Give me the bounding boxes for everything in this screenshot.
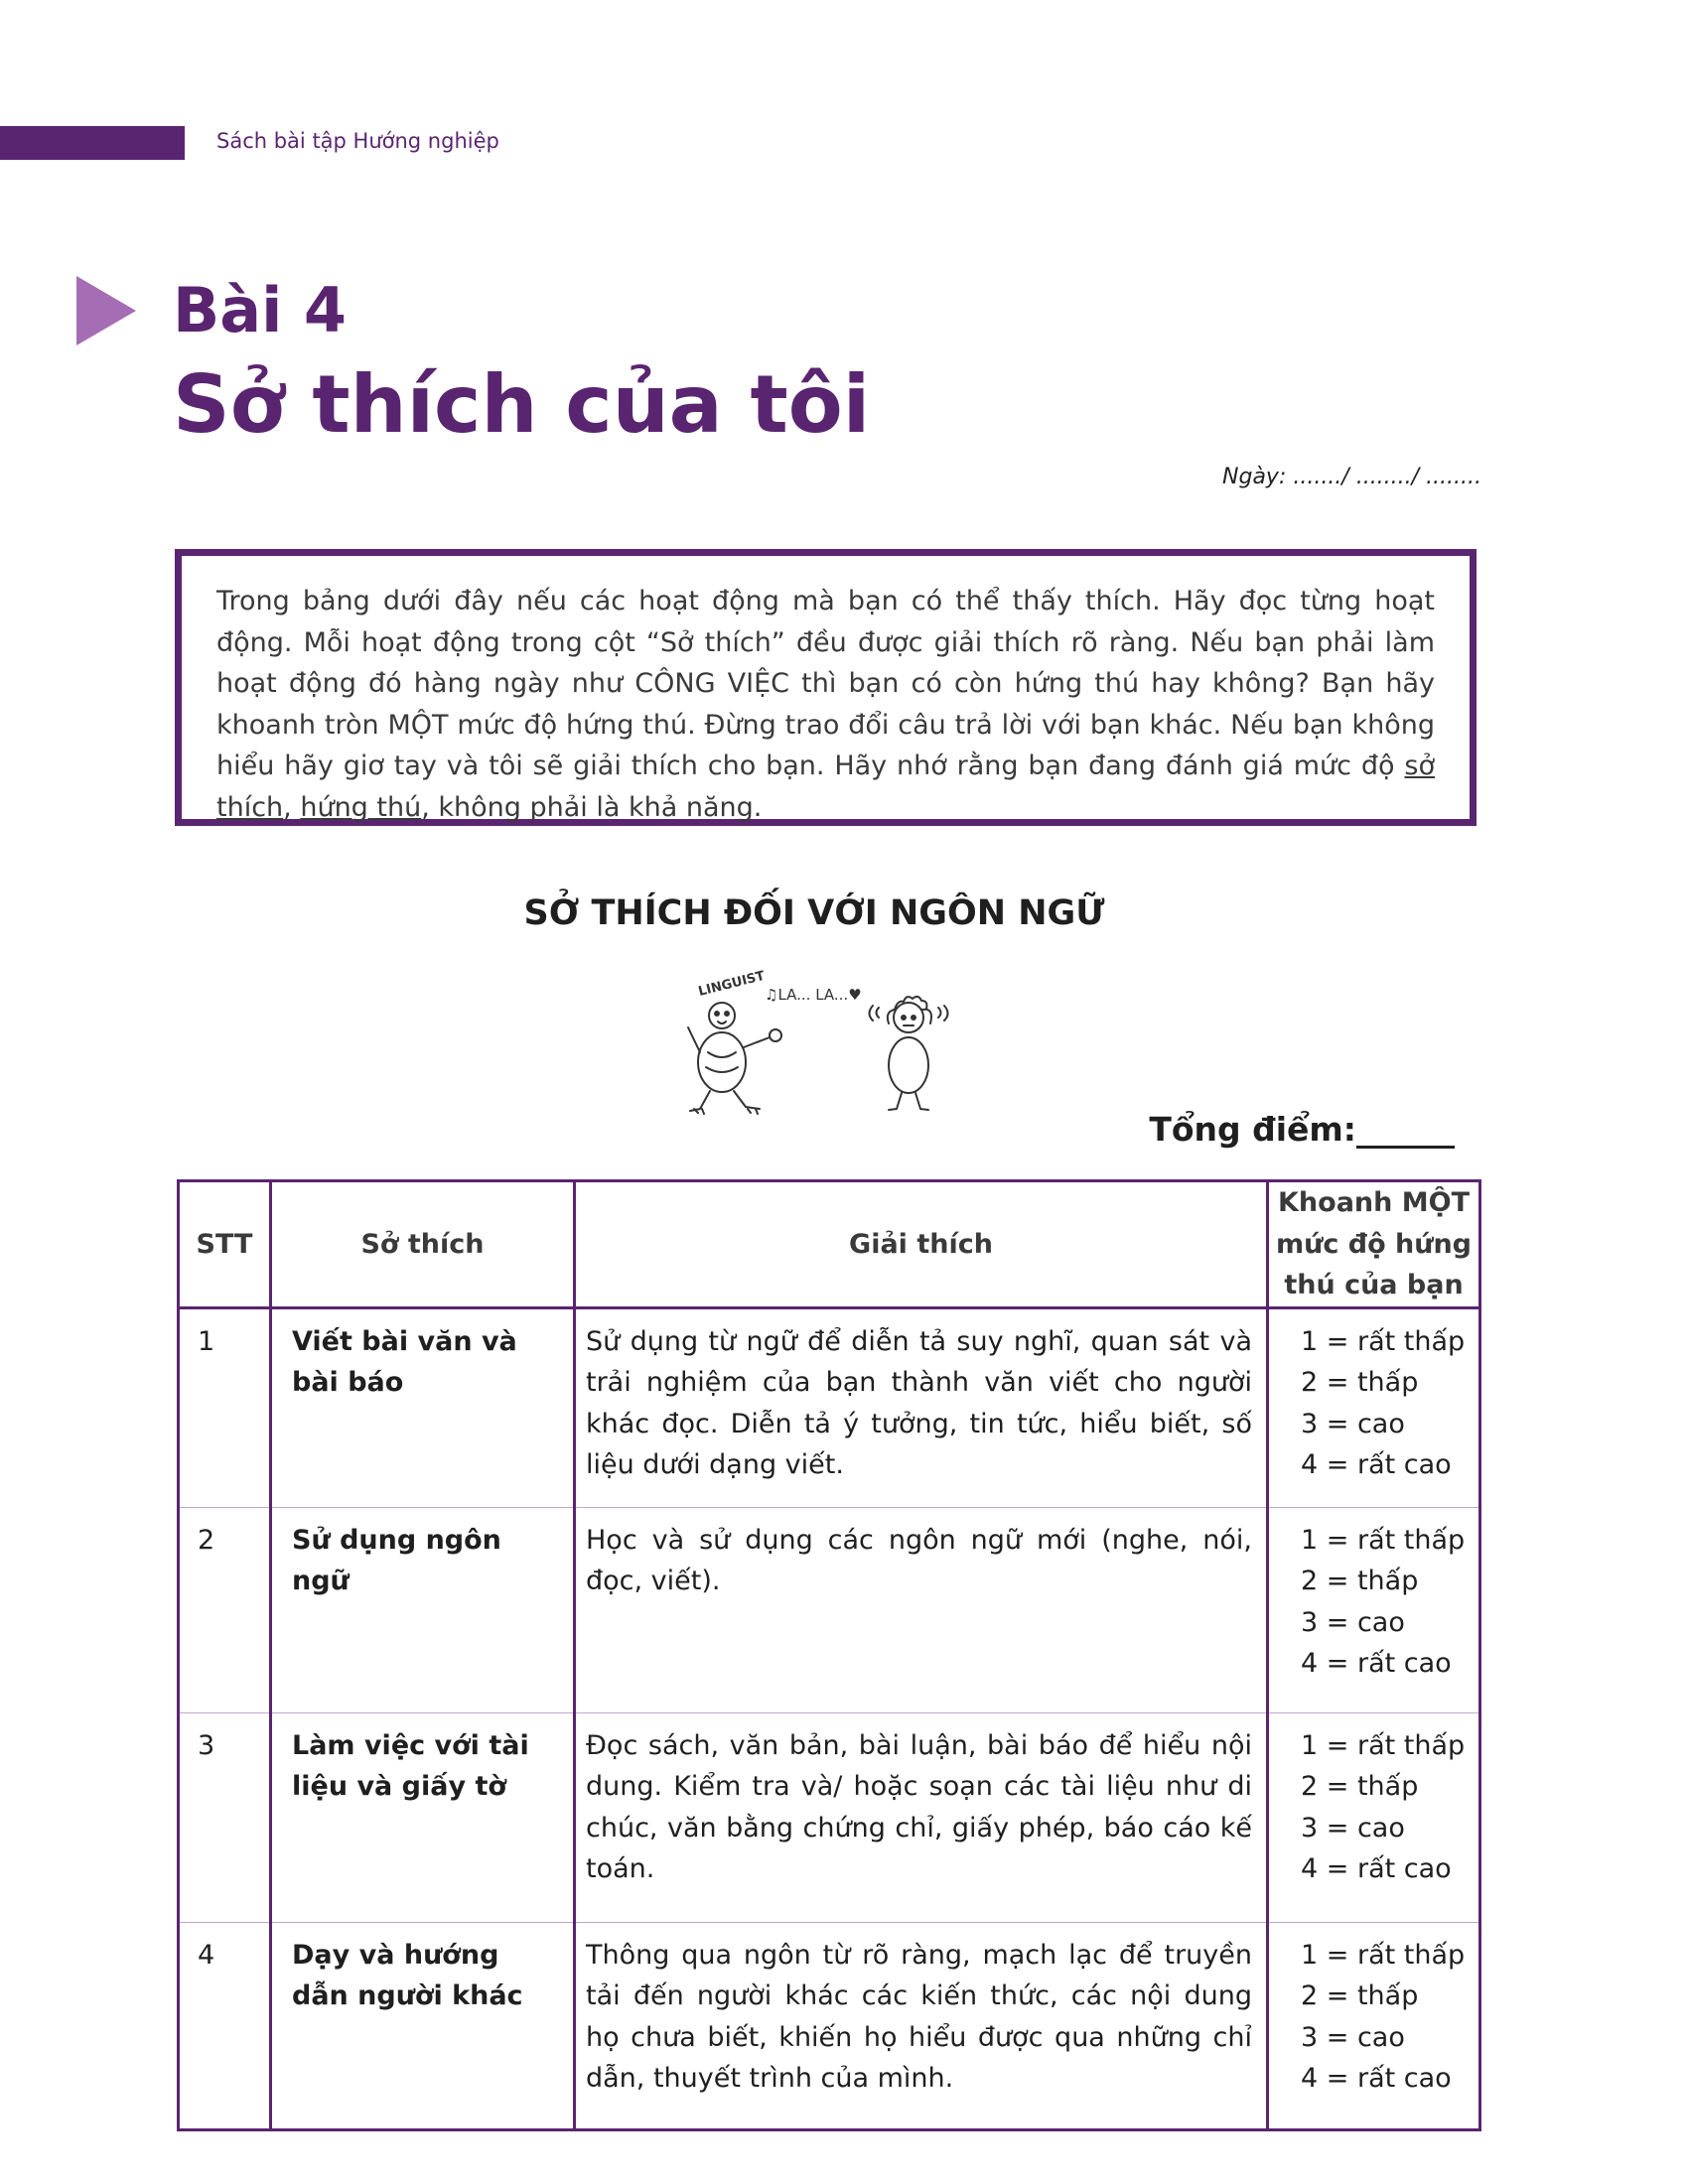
book-title: Sách bài tập Hướng nghiệp [216,129,499,153]
row-interest: Viết bài văn và bài báo [271,1307,575,1507]
row-explanation: Học và sử dụng các ngôn ngữ mới (nghe, nói, đọc, viết). [575,1507,1268,1712]
row-rating-options [1268,1922,1480,2129]
rating-option-3[interactable]: 3 = cao [1301,2021,1405,2053]
row-interest: Sử dụng ngôn ngữ [271,1507,575,1712]
instructions-underline-enthusiasm: hứng thú [300,791,422,823]
row-rating-options [1268,1712,1480,1922]
rating-option-3[interactable]: 3 = cao [1301,1408,1405,1439]
table-row [179,1507,1480,1712]
row-explanation: Sử dụng từ ngữ để diễn tả suy nghĩ, quan sát và trải nghiệm của bạn thành văn viết cho người khác đọc. Diễn tả ý tưởng, tin tức, hiểu biết, số liệu dưới dạng viết. [575,1307,1268,1507]
header-stt: STT [179,1181,271,1308]
table-row [179,1712,1480,1922]
instructions-separator: , [283,791,301,823]
rating-option-1[interactable]: 1 = rất thấp [1301,1524,1466,1556]
header-interest: Sở thích [271,1181,575,1308]
table-row [179,1922,1480,2129]
lesson-number: Bài 4 [173,274,348,346]
row-explanation: Đọc sách, văn bản, bài luận, bài báo để hiểu nội dung. Kiểm tra và/ hoặc soạn các tài liệu như di chúc, văn bằng chứng chỉ, giấy phép, báo cáo kế toán. [575,1712,1268,1922]
table-row [179,1307,1480,1507]
row-interest: Dạy và hướng dẫn người khác [271,1922,575,2129]
header-rating: Khoanh MỘT mức độ hứng thú của bạn [1268,1181,1480,1308]
rating-option-4[interactable]: 4 = rất cao [1301,1648,1452,1679]
interests-table [177,1179,1481,2131]
row-explanation: Thông qua ngôn từ rõ ràng, mạch lạc để truyền tải đến người khác các kiến thức, các nội dung họ chưa biết, khiến họ hiểu được qua những chỉ dẫn, thuyết trình của mình. [575,1922,1268,2129]
instructions-text-end: , không phải là khả năng. [421,791,763,823]
illustration-speech-text: ♫LA... LA...♥ [765,986,862,1004]
row-interest: Làm việc với tài liệu và giấy tờ [271,1712,575,1922]
rating-option-1[interactable]: 1 = rất thấp [1301,1729,1466,1761]
total-score: Tổng điểm:______ [1149,1110,1455,1149]
rating-option-3[interactable]: 3 = cao [1301,1812,1405,1843]
row-stt: 1 [179,1307,271,1507]
rating-option-2[interactable]: 2 = thấp [1301,1771,1419,1802]
rating-option-1[interactable]: 1 = rất thấp [1301,1939,1466,1971]
rating-option-4[interactable]: 4 = rất cao [1301,1449,1452,1480]
linguist-illustration [660,968,968,1117]
instructions-text: Trong bảng dưới đây nếu các hoạt động mà bạn có thể thấy thích. Hãy đọc từng hoạt động. Mỗi hoạt động trong cột “Sở thích” đều được giải thích rõ ràng. Nếu bạn phải làm hoạt động đó hàng ngày như CÔNG VIỆC thì bạn có còn hứng thú hay không? Bạn hãy khoanh tròn MỘT mức độ hứng thú. Đừng trao đổi câu trả lời với bạn khác. Nếu bạn không hiểu hãy giơ tay và tôi sẽ giải thích cho bạn. Hãy nhớ rằng bạn đang đánh giá mức độ [216,586,1435,781]
lesson-title: Sở thích của tôi [173,358,871,451]
rating-option-4[interactable]: 4 = rất cao [1301,2063,1452,2094]
rating-option-1[interactable]: 1 = rất thấp [1301,1325,1466,1357]
header-explanation: Giải thích [575,1181,1268,1308]
row-stt: 3 [179,1712,271,1922]
header-accent-bar [0,126,185,160]
rating-option-2[interactable]: 2 = thấp [1301,1980,1419,2011]
instructions-underline-interest: sở thích [216,751,1435,823]
instructions-box [175,549,1477,826]
table-header-row [179,1181,1480,1308]
row-rating-options [1268,1307,1480,1507]
date-field: Ngày: ......./ ......../ ........ [1222,465,1481,489]
rating-option-4[interactable]: 4 = rất cao [1301,1853,1452,1884]
row-stt: 4 [179,1922,271,2129]
row-stt: 2 [179,1507,271,1712]
section-title: SỞ THÍCH ĐỐI VỚI NGÔN NGỮ [523,893,1105,933]
row-rating-options [1268,1507,1480,1712]
rating-option-2[interactable]: 2 = thấp [1301,1367,1419,1398]
title-arrow-icon [76,276,136,345]
rating-option-2[interactable]: 2 = thấp [1301,1566,1419,1596]
illustration-sign-text: LINGUIST [696,968,767,1000]
rating-option-3[interactable]: 3 = cao [1301,1606,1405,1638]
